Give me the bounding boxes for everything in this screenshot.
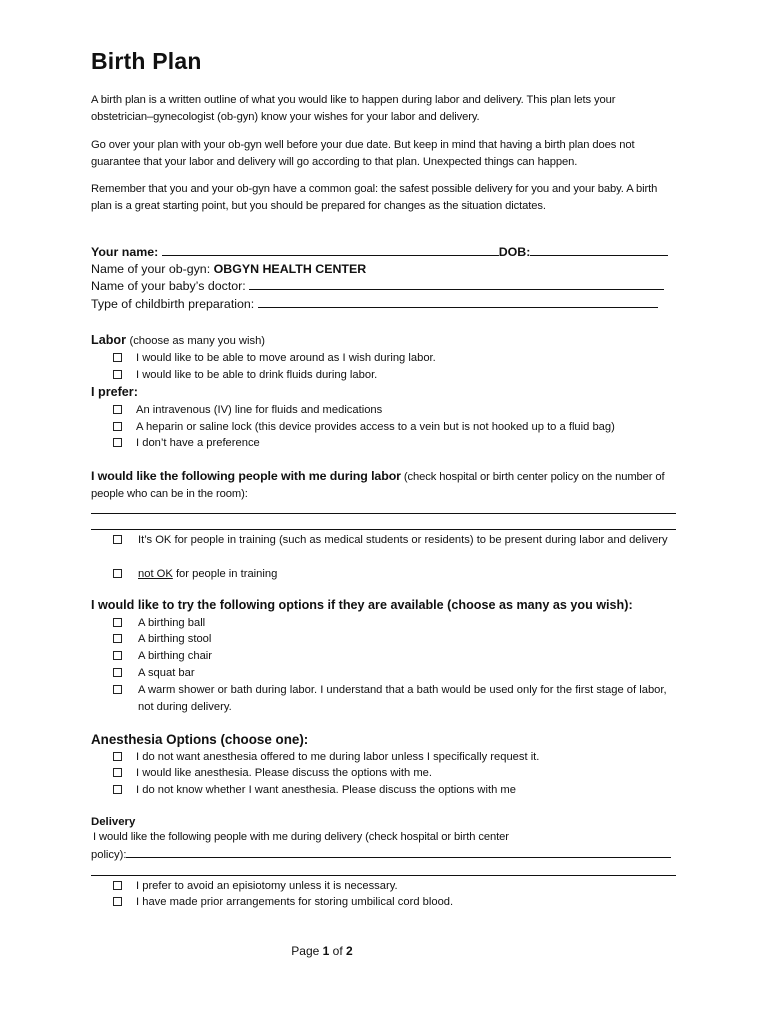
intro-paragraph-3: Remember that you and your ob-gyn have a common goal: the safest possible delivery for you and your baby. A birth plan is a great starting point, but you should be prepared for changes as the situation dictates.: [91, 183, 658, 212]
labor-note: (choose as many you wish): [129, 335, 266, 347]
dob-label: DOB:: [498, 245, 531, 259]
labor-option-label: I would like to be able to drink fluids during labor.: [136, 369, 378, 381]
people-labor-line-1[interactable]: [91, 513, 676, 514]
checkbox-icon[interactable]: [113, 405, 122, 414]
labor-heading: Labor: [91, 333, 126, 347]
people-labor-heading: I would like the following people with me during labor: [91, 469, 401, 483]
checkbox-icon[interactable]: [113, 768, 122, 777]
labor-heading-row: [91, 332, 265, 350]
delivery-heading: Delivery: [91, 816, 136, 828]
your-name-label: Your name:: [91, 245, 159, 259]
birth-option-label: A squat bar: [138, 667, 195, 679]
your-name-row: [91, 244, 679, 261]
baby-doctor-label: Name of your baby’s doctor:: [91, 279, 246, 293]
checkbox-icon[interactable]: [113, 618, 122, 627]
anesthesia-heading: Anesthesia Options (choose one):: [91, 732, 309, 747]
page-number: [262, 944, 382, 958]
intro-paragraph-2: Go over your plan with your ob-gyn well before your due date. But keep in mind that having a birth plan does not guarantee that your labor and delivery will go according to that plan. Unexpected things can happen.: [91, 139, 635, 168]
obgyn-row: [91, 261, 679, 278]
anesthesia-option-label: I do not want anesthesia offered to me during labor unless I specifically request it.: [136, 751, 540, 763]
page-title: Birth Plan: [91, 48, 202, 74]
prefer-option-label: I don’t have a preference: [136, 437, 260, 449]
checkbox-icon[interactable]: [113, 897, 122, 906]
prefer-heading: I prefer:: [91, 385, 138, 399]
people-labor-option-label: It’s OK for people in training (such as medical students or residents) to be present during labor and delivery: [138, 534, 668, 546]
checkbox-icon[interactable]: [113, 668, 122, 677]
people-labor-heading-row: [91, 468, 679, 503]
delivery-people-line-2[interactable]: [91, 875, 676, 876]
delivery-people-field[interactable]: [126, 846, 671, 858]
baby-doctor-field[interactable]: [249, 278, 664, 290]
of-word: of: [332, 944, 343, 958]
options-heading: I would like to try the following options if they are available (choose as many as you wish):: [91, 598, 633, 612]
delivery-option-label: I have made prior arrangements for storing umbilical cord blood.: [136, 896, 454, 908]
checkbox-icon[interactable]: [113, 651, 122, 660]
checkbox-icon[interactable]: [113, 370, 122, 379]
delivery-text-2-row: [91, 846, 679, 864]
checkbox-icon[interactable]: [113, 685, 122, 694]
your-name-field[interactable]: [162, 244, 499, 256]
birth-option-label: A birthing stool: [138, 633, 212, 645]
people-labor-line-2[interactable]: [91, 529, 676, 530]
checkbox-icon[interactable]: [113, 422, 122, 431]
people-labor-option-label-row: [138, 566, 678, 583]
checkbox-icon[interactable]: [113, 438, 122, 447]
obgyn-value: OBGYN HEALTH CENTER: [213, 262, 367, 276]
childbirth-prep-row: [91, 296, 679, 313]
total-pages: 2: [346, 944, 353, 958]
prefer-option-label: A heparin or saline lock (this device provides access to a vein but is not hooked up to a fluid bag): [136, 421, 615, 433]
childbirth-prep-field[interactable]: [258, 296, 658, 308]
people-labor-note: (check hospital or birth center policy on the number of people who can be in the room):: [91, 471, 665, 500]
checkbox-icon[interactable]: [113, 353, 122, 362]
not-ok-text: not OK: [138, 568, 173, 580]
delivery-option-label: I prefer to avoid an episiotomy unless it is necessary.: [136, 880, 398, 892]
checkbox-icon[interactable]: [113, 634, 122, 643]
checkbox-icon[interactable]: [113, 881, 122, 890]
birth-option-label: A warm shower or bath during labor. I understand that a bath would be used only for the first stage of labor, not during delivery.: [138, 684, 667, 713]
current-page: 1: [322, 944, 330, 958]
childbirth-prep-label: Type of childbirth preparation:: [91, 297, 255, 311]
labor-option-label: I would like to be able to move around as I wish during labor.: [136, 352, 436, 364]
checkbox-icon[interactable]: [113, 752, 122, 761]
checkbox-icon[interactable]: [113, 535, 122, 544]
baby-doctor-row: [91, 278, 679, 295]
intro-paragraph-1: A birth plan is a written outline of what you would like to happen during labor and delivery. This plan lets your obstetrician–gynecologist (ob-gyn) know your wishes for your labor and delivery.: [91, 94, 616, 123]
delivery-text-2: policy):: [91, 849, 127, 861]
delivery-text-1: I would like the following people with me during delivery (check hospital or birth center: [93, 831, 509, 843]
birth-option-label: A birthing ball: [138, 617, 206, 629]
checkbox-icon[interactable]: [113, 569, 122, 578]
dob-field[interactable]: [530, 244, 668, 256]
anesthesia-option-label: I would like anesthesia. Please discuss the options with me.: [136, 767, 433, 779]
birth-option-label: A birthing chair: [138, 650, 213, 662]
page-word: Page: [291, 944, 320, 958]
anesthesia-option-label: I do not know whether I want anesthesia. Please discuss the options with me: [136, 784, 516, 796]
people-labor-option-label: for people in training: [175, 568, 278, 580]
prefer-option-label: An intravenous (IV) line for fluids and medications: [136, 404, 383, 416]
obgyn-label: Name of your ob-gyn:: [91, 262, 211, 276]
checkbox-icon[interactable]: [113, 785, 122, 794]
